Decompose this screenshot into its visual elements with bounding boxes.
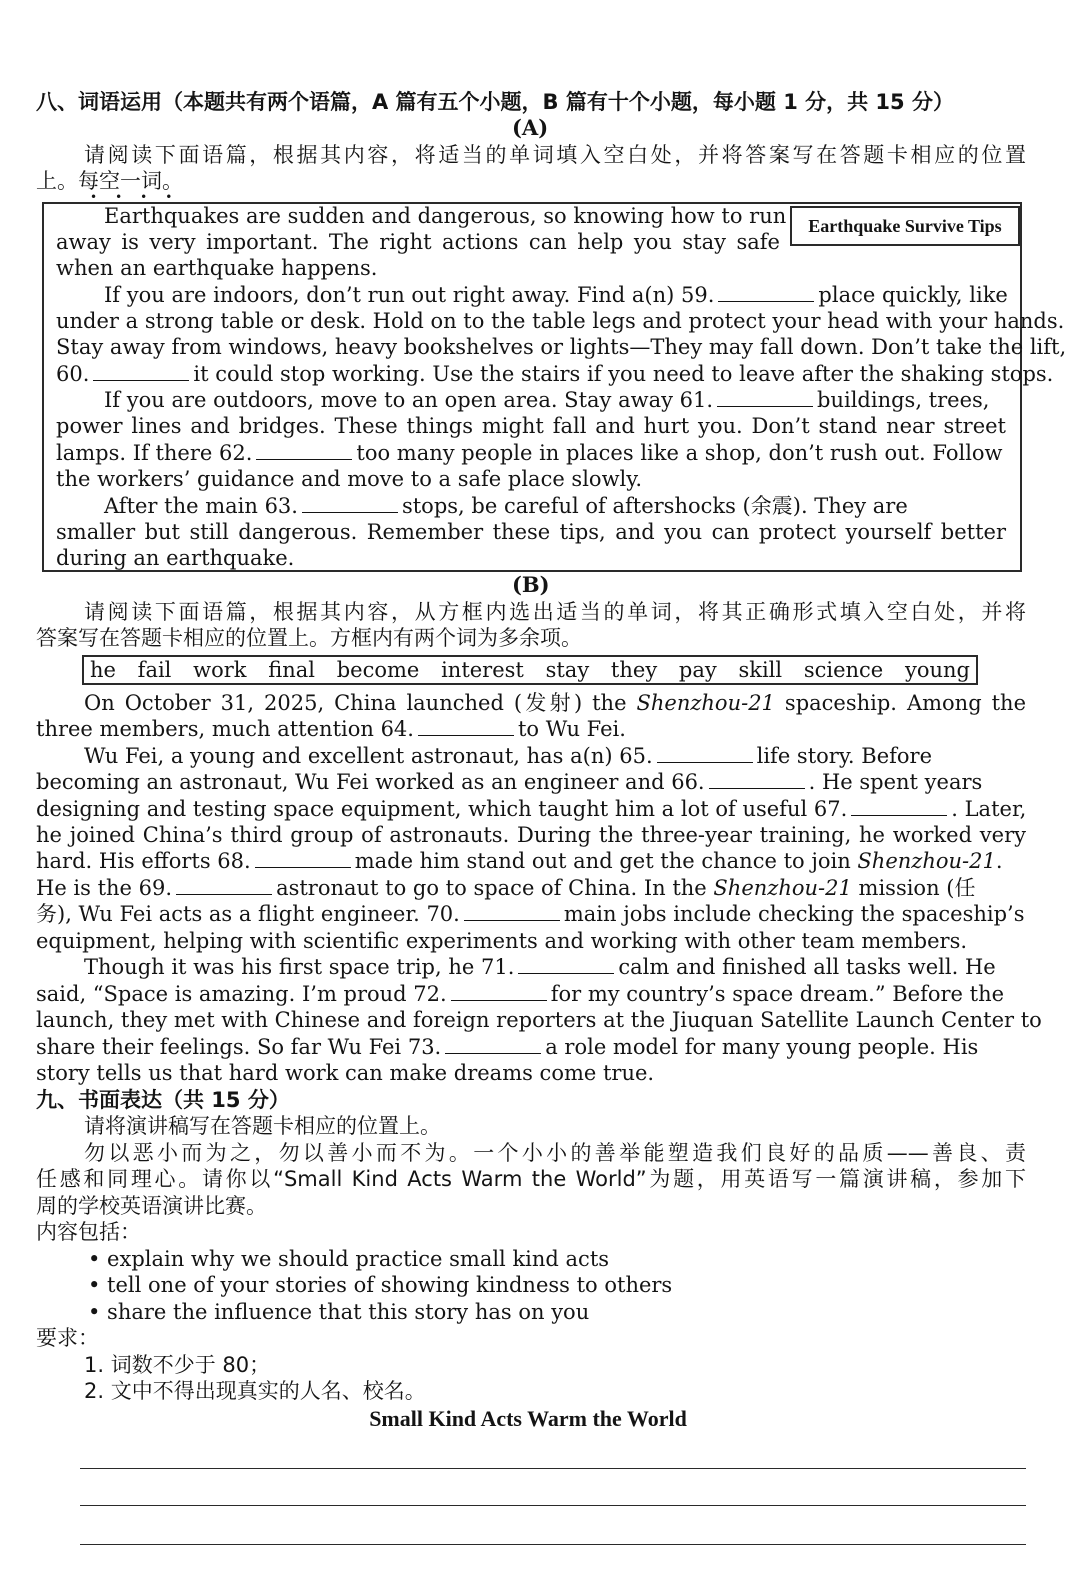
- passage-b-line: [36, 1034, 978, 1060]
- blank-60[interactable]: [93, 362, 189, 381]
- blank-63[interactable]: [302, 494, 398, 513]
- essay-title: Small Kind Acts Warm the World: [369, 1406, 687, 1431]
- passage-b-line: [36, 848, 1003, 874]
- passage-a-text: After the main 63.: [104, 494, 298, 518]
- content-bullet: • tell one of your stories of showing kindness to others: [88, 1273, 673, 1297]
- writing-prompt: 勿以恶小而为之，勿以善小而不为。一个小小的善举能塑造我们良好的品质——善良、责: [84, 1141, 1026, 1165]
- passage-a-line: [56, 440, 1003, 466]
- word-bank-item: he: [90, 658, 116, 682]
- requirement-item: 1. 词数不少于 80；: [84, 1353, 271, 1377]
- passage-b-line: story tells us that hard work can make dreams come true.: [36, 1061, 655, 1085]
- passage-a-line: Earthquakes are sudden and dangerous, so knowing how to run: [104, 204, 787, 228]
- emphasis-dots: ••••: [90, 190, 191, 204]
- tips-title: Earthquake Survive Tips: [790, 206, 1020, 246]
- passage-a-line: [56, 361, 1053, 387]
- passage-b-text: astronaut to go to space of China. In the: [276, 876, 714, 900]
- passage-a-text: 60.: [56, 362, 90, 386]
- passage-b-text: made him stand out and get the chance to join: [354, 849, 858, 873]
- word-bank-item: fail: [137, 658, 172, 682]
- blank-59[interactable]: [718, 283, 814, 302]
- passage-b-text: said, “Space is amazing. I’m proud 72.: [36, 982, 447, 1006]
- writing-prompt: 任感和同理心。请你以“Small Kind Acts Warm the World”为题，用英语写一篇演讲稿，参加下: [36, 1167, 1026, 1191]
- passage-b-text: . Later,: [951, 797, 1027, 821]
- passage-b-text: mission (任: [851, 876, 976, 900]
- blank-72[interactable]: [451, 982, 547, 1001]
- word-bank-item: stay: [545, 658, 590, 682]
- passage-b-line: [84, 690, 1026, 716]
- blank-69[interactable]: [176, 876, 272, 895]
- passage-a-line: during an earthquake.: [56, 546, 295, 570]
- passage-b-text: calm and finished all tasks well. He: [618, 955, 996, 979]
- blank-73[interactable]: [445, 1035, 541, 1054]
- blank-65[interactable]: [657, 744, 753, 763]
- passage-b-line: launch, they met with Chinese and foreign reporters at the Jiuquan Satellite Launch Center to: [36, 1008, 1042, 1032]
- passage-b-line: [84, 954, 996, 980]
- passage-a-text: stops, be careful of aftershocks (余震). They are: [401, 494, 908, 518]
- passage-a-text: place quickly, like: [818, 283, 1008, 307]
- passage-b-text: main jobs include checking the spaceship’s: [563, 902, 1025, 926]
- word-bank-item: science: [803, 658, 884, 682]
- passage-b-line: [36, 981, 1004, 1007]
- spaceship-name: Shenzhou-21: [857, 849, 996, 873]
- passage-a-line: [104, 493, 908, 519]
- blank-61[interactable]: [717, 388, 813, 407]
- word-bank-item: pay: [678, 658, 717, 682]
- passage-b-text: a role model for many young people. His: [545, 1035, 979, 1059]
- spaceship-name: Shenzhou-21: [636, 691, 775, 715]
- passage-b-line: [84, 743, 932, 769]
- writing-line[interactable]: [80, 1468, 1026, 1469]
- passage-b-line: he joined China’s third group of astronauts. During the three-year training, he worked very: [36, 823, 1026, 847]
- word-bank-item: work: [193, 658, 247, 682]
- passage-b-text: to Wu Fei.: [517, 717, 626, 741]
- section-9-heading: 九、书面表达（共 15 分）: [36, 1088, 290, 1112]
- passage-a-line: [104, 387, 989, 413]
- passage-a-text: buildings, trees,: [817, 388, 990, 412]
- spaceship-name: Shenzhou-21: [713, 876, 852, 900]
- passage-b-text: three members, much attention 64.: [36, 717, 414, 741]
- passage-a-line: away is very important. The right actions can help you stay safe: [56, 230, 780, 254]
- passage-a-line: when an earthquake happens.: [56, 256, 378, 280]
- passage-b-line: equipment, helping with scientific experiments and working with other team members.: [36, 929, 968, 953]
- part-b-instruction-2: 答案写在答题卡相应的位置上。方框内有两个词为多余项。: [36, 626, 582, 650]
- passage-b-text: 务), Wu Fei acts as a flight engineer. 70.: [36, 902, 460, 926]
- passage-b-text: . He spent years: [808, 770, 983, 794]
- content-bullet: • share the influence that this story has on you: [88, 1300, 590, 1324]
- requirements-label: 要求：: [36, 1326, 99, 1350]
- word-bank-box: [82, 655, 978, 685]
- passage-b-text: He is the 69.: [36, 876, 173, 900]
- blank-64[interactable]: [418, 717, 514, 736]
- section-8-heading: 八、词语运用（本题共有两个语篇，A 篇有五个小题，B 篇有十个小题，每小题 1 分，共 15 分）: [36, 90, 954, 114]
- passage-b-text: hard. His efforts 68.: [36, 849, 251, 873]
- passage-a-line: smaller but still dangerous. Remember these tips, and you can protect yourself better: [56, 520, 1006, 544]
- passage-a-text: If you are indoors, don’t run out right away. Find a(n) 59.: [104, 283, 715, 307]
- writing-prompt: 周的学校英语演讲比赛。: [36, 1194, 267, 1218]
- passage-b-line: [36, 875, 975, 901]
- passage-a-line: under a strong table or desk. Hold on to the table legs and protect your head with your hands.: [56, 309, 1065, 333]
- passage-b-text: spaceship. Among the: [774, 691, 1027, 715]
- writing-line[interactable]: [80, 1505, 1026, 1506]
- part-b-instruction-1: 请阅读下面语篇，根据其内容，从方框内选出适当的单词，将其正确形式填入空白处，并将: [84, 600, 1026, 624]
- passage-b-line: [36, 901, 1025, 927]
- passage-b-text: designing and testing space equipment, which taught him a lot of useful 67.: [36, 797, 848, 821]
- passage-a-text: If you are outdoors, move to an open area. Stay away 61.: [104, 388, 714, 412]
- passage-b-text: Wu Fei, a young and excellent astronaut, has a(n) 65.: [84, 744, 653, 768]
- passage-b-text: for my country’s space dream.” Before the: [550, 982, 1005, 1006]
- blank-71[interactable]: [518, 955, 614, 974]
- passage-a-text: it could stop working. Use the stairs if you need to leave after the shaking stops.: [193, 362, 1054, 386]
- passage-b-line: [36, 769, 982, 795]
- passage-b-text: share their feelings. So far Wu Fei 73.: [36, 1035, 442, 1059]
- blank-70[interactable]: [464, 902, 560, 921]
- word-bank-item: final: [268, 658, 316, 682]
- blank-68[interactable]: [255, 849, 351, 868]
- word-bank-item: interest: [441, 658, 524, 682]
- requirement-item: 2. 文中不得出现真实的人名、校名。: [84, 1379, 426, 1403]
- blank-66[interactable]: [709, 770, 805, 789]
- word-bank-item: young: [904, 658, 970, 682]
- word-bank-item: become: [336, 658, 420, 682]
- passage-a-line: the workers’ guidance and move to a safe place slowly.: [56, 467, 643, 491]
- blank-67[interactable]: [851, 797, 947, 816]
- part-b-label: (B): [512, 572, 550, 597]
- content-label: 内容包括：: [36, 1220, 141, 1244]
- passage-a-line: power lines and bridges. These things might fall and hurt you. Don’t stand near street: [56, 414, 1006, 438]
- passage-b-text: life story. Before: [756, 744, 932, 768]
- blank-62[interactable]: [256, 441, 352, 460]
- passage-b-line: [36, 796, 1026, 822]
- passage-a-line: Stay away from windows, heavy bookshelves or lights—They may fall down. Don’t take the lift,: [56, 335, 1067, 359]
- part-a-label: (A): [512, 115, 549, 140]
- passage-b-text: Though it was his first space trip, he 71.: [84, 955, 515, 979]
- part-a-instruction-2: 上。每空一词。: [36, 169, 183, 193]
- passage-a-line: [104, 282, 1008, 308]
- passage-a-text: too many people in places like a shop, don’t rush out. Follow: [356, 441, 1003, 465]
- passage-b-text: becoming an astronaut, Wu Fei worked as an engineer and 66.: [36, 770, 705, 794]
- passage-b-text: On October 31, 2025, China launched (发射) the: [84, 691, 637, 715]
- section-9-instruction: 请将演讲稿写在答题卡相应的位置上。: [84, 1114, 441, 1138]
- writing-line[interactable]: [80, 1544, 1026, 1545]
- passage-b-text: .: [995, 849, 1003, 873]
- passage-a-text: lamps. If there 62.: [56, 441, 253, 465]
- word-bank-item: they: [610, 658, 658, 682]
- passage-b-line: [36, 716, 626, 742]
- content-bullet: • explain why we should practice small kind acts: [88, 1247, 610, 1271]
- part-a-instruction-1: 请阅读下面语篇，根据其内容，将适当的单词填入空白处，并将答案写在答题卡相应的位置: [84, 143, 1026, 167]
- word-bank-item: skill: [738, 658, 783, 682]
